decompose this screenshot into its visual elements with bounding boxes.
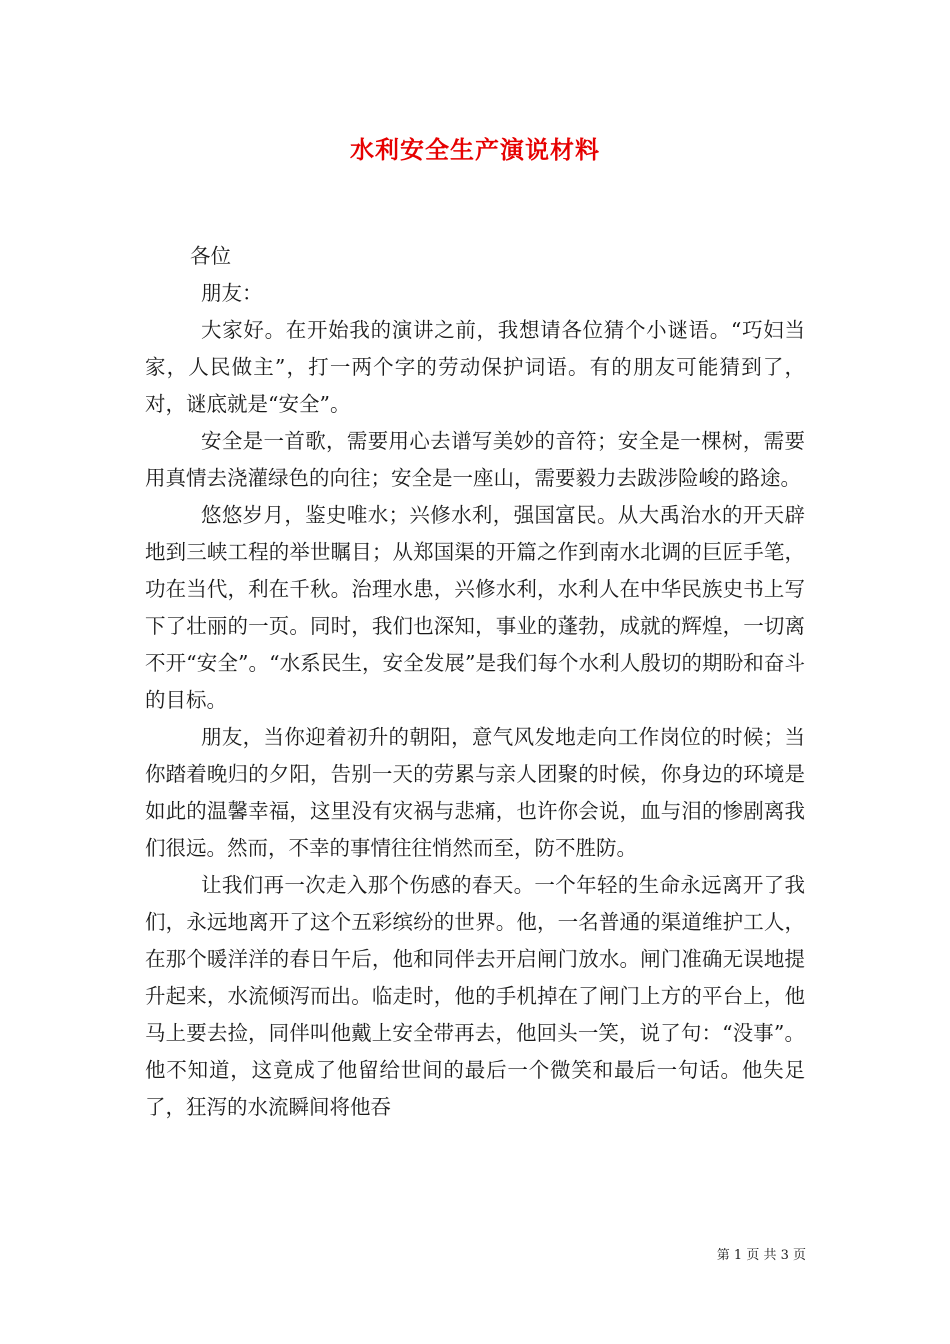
salutation-line-1: 各位 bbox=[190, 244, 231, 268]
page-number-footer: 第 1 页 共 3 页 bbox=[716, 1248, 806, 1263]
paragraph-4: 朋友，当你迎着初升的朝阳，意气风发地走向工作岗位的时候；当你踏着晚归的夕阳，告别一天的劳累与亲人团聚的时候，你身边的环境是如此的温馨幸福，这里没有灾祸与悲痛，也许你会说，血与泪的惨剧离我们很远。然而，不幸的事情往往悄然而至，防不胜防。 bbox=[145, 725, 805, 860]
paragraph-5: 让我们再一次走入那个伤感的春天。一个年轻的生命永远离开了我们，永远地离开了这个五彩缤纷的世界。他，一名普通的渠道维护工人，在那个暖洋洋的春日午后，他和同伴去开启闸门放水。闸门准确无误地提升起来，水流倾泻而出。临走时，他的手机掉在了闸门上方的平台上，他马上要去捡，同伴叫他戴上安全带再去，他回头一笑，说了句：“没事”。他不知道，这竟成了他留给世间的最后一个微笑和最后一句话。他失足了，狂泻的水流瞬间将他吞 bbox=[145, 873, 805, 1119]
document-body bbox=[145, 238, 805, 1126]
salutation-line-2: 朋友： bbox=[201, 281, 263, 305]
paragraph-2: 安全是一首歌，需要用心去谱写美妙的音符；安全是一棵树，需要用真情去浇灌绿色的向往；安全是一座山，需要毅力去跋涉险峻的路途。 bbox=[145, 429, 805, 490]
paragraph-3: 悠悠岁月，鉴史唯水；兴修水利，强国富民。从大禹治水的开天辟地到三峡工程的举世瞩目；从郑国渠的开篇之作到南水北调的巨匠手笔，功在当代，利在千秋。治理水患，兴修水利，水利人在中华民族史书上写下了壮丽的一页。同时，我们也深知，事业的蓬勃，成就的辉煌，一切离不开“安全”。“水系民生，安全发展”是我们每个水利人殷切的期盼和奋斗的目标。 bbox=[145, 503, 805, 712]
document-title: 水利安全生产演说材料 bbox=[350, 135, 600, 164]
paragraph-1: 大家好。在开始我的演讲之前，我想请各位猜个小谜语。“巧妇当家，人民做主”，打一两个字的劳动保护词语。有的朋友可能猜到了，对，谜底就是“安全”。 bbox=[145, 318, 805, 416]
